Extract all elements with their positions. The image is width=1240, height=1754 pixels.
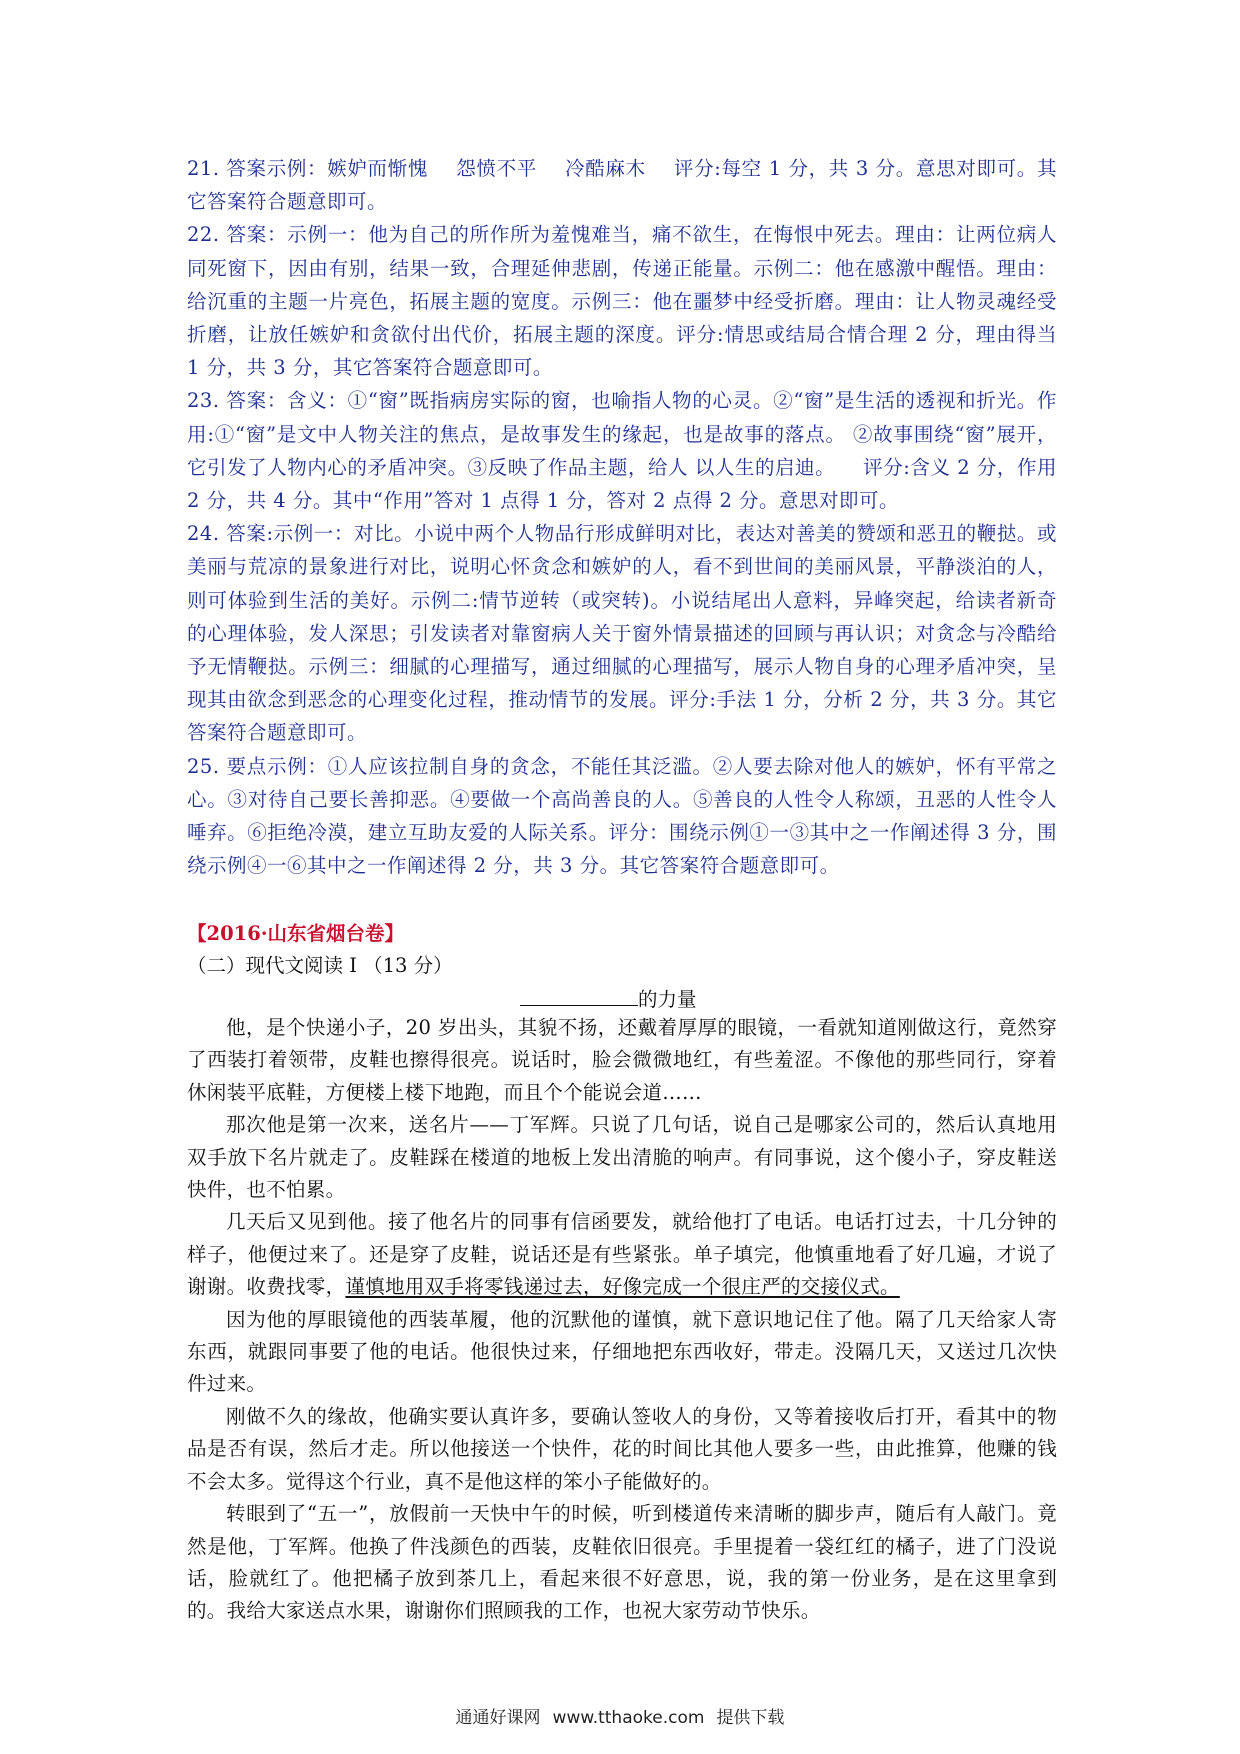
answer-21-examples: 21. 答案示例：嫉妒而惭愧 (187, 157, 429, 180)
story-paragraph: 那次他是第一次来，送名片——丁军辉。只说了几句话，说自己是哪家公司的，然后认真地用双手放下名片就走了。皮鞋踩在楼道的地板上发出清脆的响声。有同事说，这个傻小子，穿皮鞋送快件，也不怕累。 (187, 1113, 1057, 1202)
answer-23 (187, 384, 1057, 517)
section-heading: （二）现代文阅读 I （13 分） (187, 954, 453, 977)
answer-23-scoring: 评分:含义 2 分，作用 2 分，共 4 分。其中“作用”答对 1 点得 1 分，答对 2 点得 2 分。意思对即可。 (187, 455, 1057, 513)
story-body (187, 1012, 1057, 1628)
story-paragraph: 刚做不久的缘故，他确实要认真许多，要确认签收人的身份，又等着接收后打开，看其中的物品是否有误，然后才走。所以他接送一个快件，花的时间比其他人要多一些，由此推算，他赚的钱不会太多。觉得这个行业，真不是他这样的笨小子能做好的。 (187, 1404, 1057, 1493)
answer-24: 24. 答案:示例一：对比。小说中两个人物品行形成鲜明对比，表达对善美的赞颂和恶丑的鞭挞。或美丽与荒凉的景象进行对比，说明心怀贪念和嫉妒的人，看不到世间的美丽风景，平静淡泊的人，则可体验到生活的美好。示例二:情节逆转（或突转)。小说结尾出人意料，异峰突起，给读者新奇的心理体验，发人深思；引发读者对靠窗病人关于窗外情景描述的回顾与再认识；对贪念与冷酷给予无情鞭挞。示例三：细腻的心理描写，通过细腻的心理描写，展示人物自身的心理矛盾冲突，呈现其由欲念到恶念的心理变化过程，推动情节的发展。评分:手法 1 分，分析 2 分，共 3 分。其它答案符合题意即可。 (187, 522, 1057, 745)
page-footer (0, 1703, 1240, 1728)
exam-source-tag: 【2016·山东省烟台卷】 (187, 922, 405, 945)
underlined-sentence: 谨慎地用双手将零钱递过去，好像完成一个很庄严的交接仪式。 (345, 1275, 900, 1299)
answer-22: 22. 答案：示例一：他为自己的所作所为羞愧难当，痛不欲生，在悔恨中死去。理由：让两位病人同死窗下，因由有别，结果一致，合理延伸悲剧，传递正能量。示例二：他在感激中醒悟。理由：给沉重的主题一片亮色，拓展主题的宽度。示例三：他在噩梦中经受折磨。理由：让人物灵魂经受折磨，让放任嫉妒和贪欲付出代价，拓展主题的深度。评分:情思或结局合情合理 2 分，理由得当 1 分，共 3 分，其它答案符合题意即可。 (187, 223, 1057, 380)
footer-note: 提供下载 (716, 1708, 785, 1728)
footer-site-url: www.tthaoke.com (552, 1708, 705, 1728)
answer-21-example-3: 冷酷麻木 (564, 157, 646, 180)
answer-23-content: 23. 答案：含义：①“窗”既指病房实际的窗，也喻指人物的心灵。②“窗”是生活的透视和折光。作用:①“窗”是文中人物关注的焦点，是故事发生的缘起，也是故事的落点。 ②故事围绕“窗”展开，它引发了人物内心的矛盾冲突。③反映了作品主题，给人 以人生的启迪。 (187, 389, 1057, 479)
story-paragraph: 因为他的厚眼镜他的西装革履，他的沉默他的谨慎，就下意识地记住了他。隔了几天给家人寄东西，就跟同事要了他的电话。他很快过来，仔细地把东西收好，带走。没隔几天，又送过几次快件过来。 (187, 1307, 1057, 1396)
answer-25: 25. 要点示例：①人应该拉制自身的贪念，不能任其泛滥。②人要去除对他人的嫉妒，怀有平常之心。③对待自己要长善抑恶。④要做一个高尚善良的人。⑤善良的人性令人称颂，丑恶的人性令人唾弃。⑥拒绝冷漠，建立互助友爱的人际关系。评分：围绕示例①一③其中之一作阐述得 3 分，围绕示例④一⑥其中之一作阐述得 2 分，共 3 分。其它答案符合题意即可。 (187, 754, 1057, 878)
answer-21-example-2: 怨愤不平 (456, 157, 537, 180)
story-title-text: 的力量 (638, 988, 697, 1011)
story-paragraph: 他，是个快递小子，20 岁出头，其貌不扬，还戴着厚厚的眼镜，一看就知道刚做这行，竟然穿了西装打着领带，皮鞋也擦得很亮。说话时，脸会微微地红，有些羞涩。不像他的那些同行，穿着休闲装平底鞋，方便楼上楼下地跑，而且个个能说会道…… (187, 1016, 1057, 1104)
answer-21-scoring: 评分:每空 1 分，共 3 分。意思对即可。其它答案符合题意即可。 (187, 157, 1057, 214)
story-title (520, 984, 697, 1012)
footer-site-name: 通通好课网 (455, 1708, 541, 1728)
title-blank-line (520, 987, 638, 1006)
story-paragraph (187, 1206, 1057, 1303)
answer-key-section (187, 152, 1057, 882)
story-paragraph: 转眼到了“五一”，放假前一天快中午的时候，听到楼道传来清晰的脚步声，随后有人敲门。竟然是他，丁军辉。他换了件浅颜色的西装，皮鞋依旧很亮。手里提着一袋红红的橘子，进了门没说话，脸就红了。他把橘子放到茶几上，看起来很不好意思，说，我的第一份业务，是在这里拿到的。我给大家送点水果，谢谢你们照顾我的工作，也祝大家劳动节快乐。 (187, 1502, 1057, 1623)
answer-21 (187, 152, 1057, 218)
story-paragraph-text: 几天后又见到他。接了他名片的同事有信函要发，就给他打了电话。电话打过去，十几分钟的样子，他便过来了。还是穿了皮鞋，说话还是有些紧张。单子填完，他慎重地看了好几遍，才说了谢谢。收费找零， (187, 1210, 1057, 1299)
